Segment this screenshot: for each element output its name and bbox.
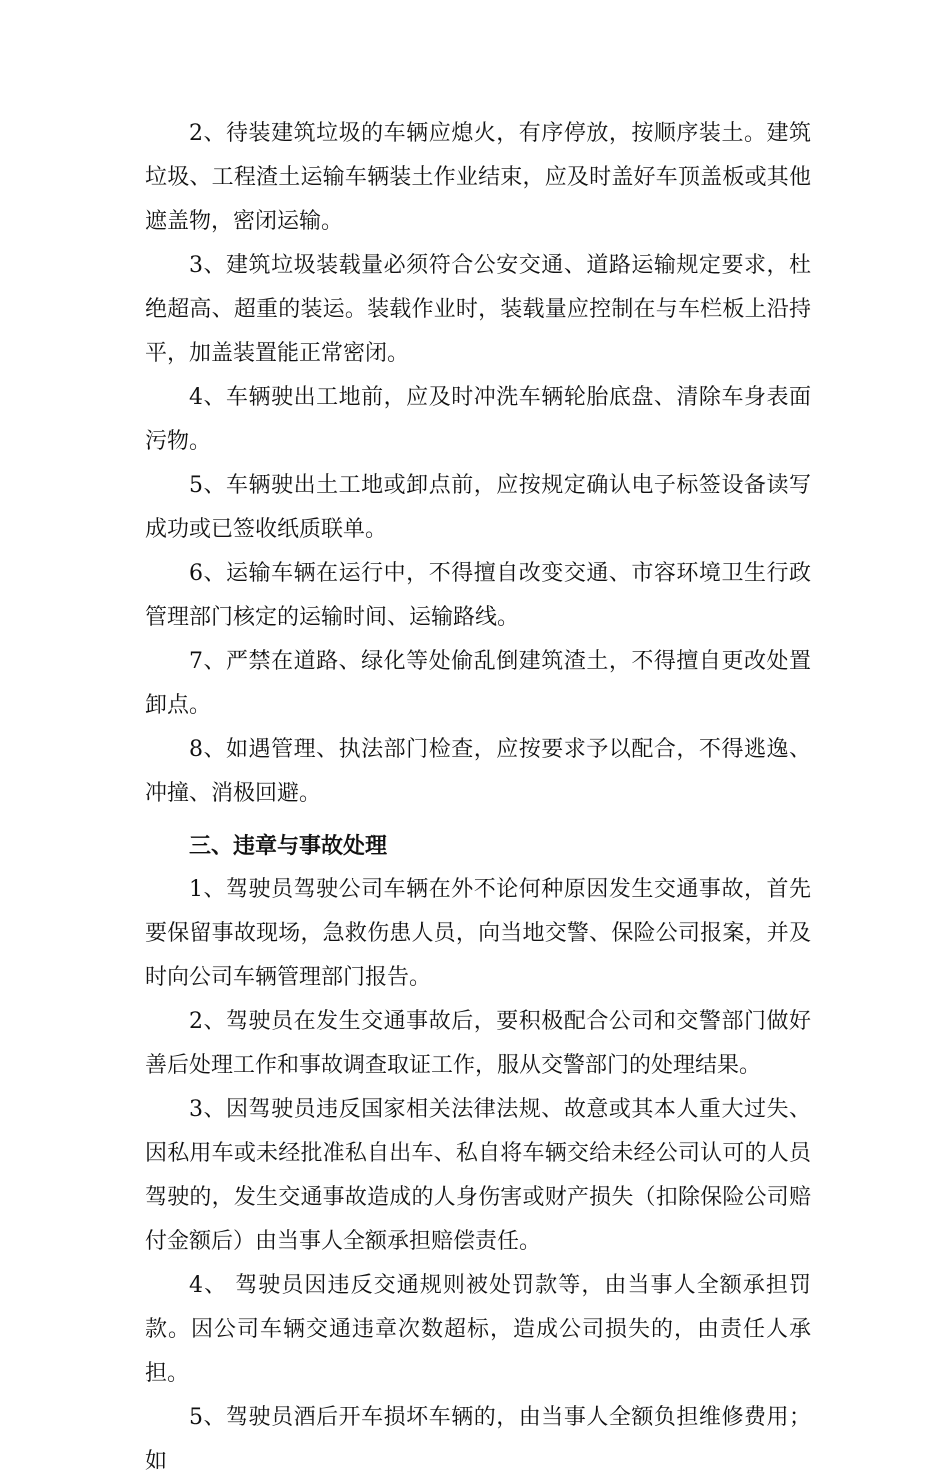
paragraph-item-3: 3、建筑垃圾装载量必须符合公安交通、道路运输规定要求，杜绝超高、超重的装运。装载作业时，装载量应控制在与车栏板上沿持平，加盖装置能正常密闭。 bbox=[145, 253, 811, 366]
paragraph-item-4: 4、车辆驶出工地前，应及时冲洗车辆轮胎底盘、清除车身表面污物。 bbox=[145, 385, 811, 454]
violation-item-4: 4、 驾驶员因违反交通规则被处罚款等，由当事人全额承担罚款。因公司车辆交通违章次数超标，造成公司损失的，由责任人承担。 bbox=[145, 1273, 811, 1386]
paragraph-item-5: 5、车辆驶出土工地或卸点前，应按规定确认电子标签设备读写成功或已签收纸质联单。 bbox=[145, 473, 811, 542]
violation-item-5: 5、驾驶员酒后开车损坏车辆的，由当事人全额负担维修费用；如 bbox=[145, 1405, 811, 1474]
violation-item-1: 1、驾驶员驾驶公司车辆在外不论何种原因发生交通事故，首先要保留事故现场，急救伤患人员，向当地交警、保险公司报案，并及时向公司车辆管理部门报告。 bbox=[145, 877, 811, 990]
section-heading: 三、违章与事故处理 bbox=[189, 833, 388, 859]
paragraph-item-7: 7、严禁在道路、绿化等处偷乱倒建筑渣土，不得擅自更改处置卸点。 bbox=[145, 649, 811, 718]
paragraph-item-2: 2、待装建筑垃圾的车辆应熄火，有序停放，按顺序装土。建筑垃圾、工程渣土运输车辆装土作业结束，应及时盖好车顶盖板或其他遮盖物，密闭运输。 bbox=[145, 121, 811, 234]
paragraph-item-6: 6、运输车辆在运行中，不得擅自改变交通、市容环境卫生行政管理部门核定的运输时间、运输路线。 bbox=[145, 561, 811, 630]
violation-item-2: 2、驾驶员在发生交通事故后，要积极配合公司和交警部门做好善后处理工作和事故调查取证工作，服从交警部门的处理结果。 bbox=[145, 1009, 811, 1078]
violation-item-3: 3、因驾驶员违反国家相关法律法规、故意或其本人重大过失、因私用车或未经批准私自出车、私自将车辆交给未经公司认可的人员驾驶的，发生交通事故造成的人身伤害或财产损失（扣除保险公司赔付金额后）由当事人全额承担赔偿责任。 bbox=[145, 1097, 811, 1254]
paragraph-item-8: 8、如遇管理、执法部门检查，应按要求予以配合，不得逃逸、冲撞、消极回避。 bbox=[145, 737, 811, 806]
document-page bbox=[145, 112, 811, 1484]
